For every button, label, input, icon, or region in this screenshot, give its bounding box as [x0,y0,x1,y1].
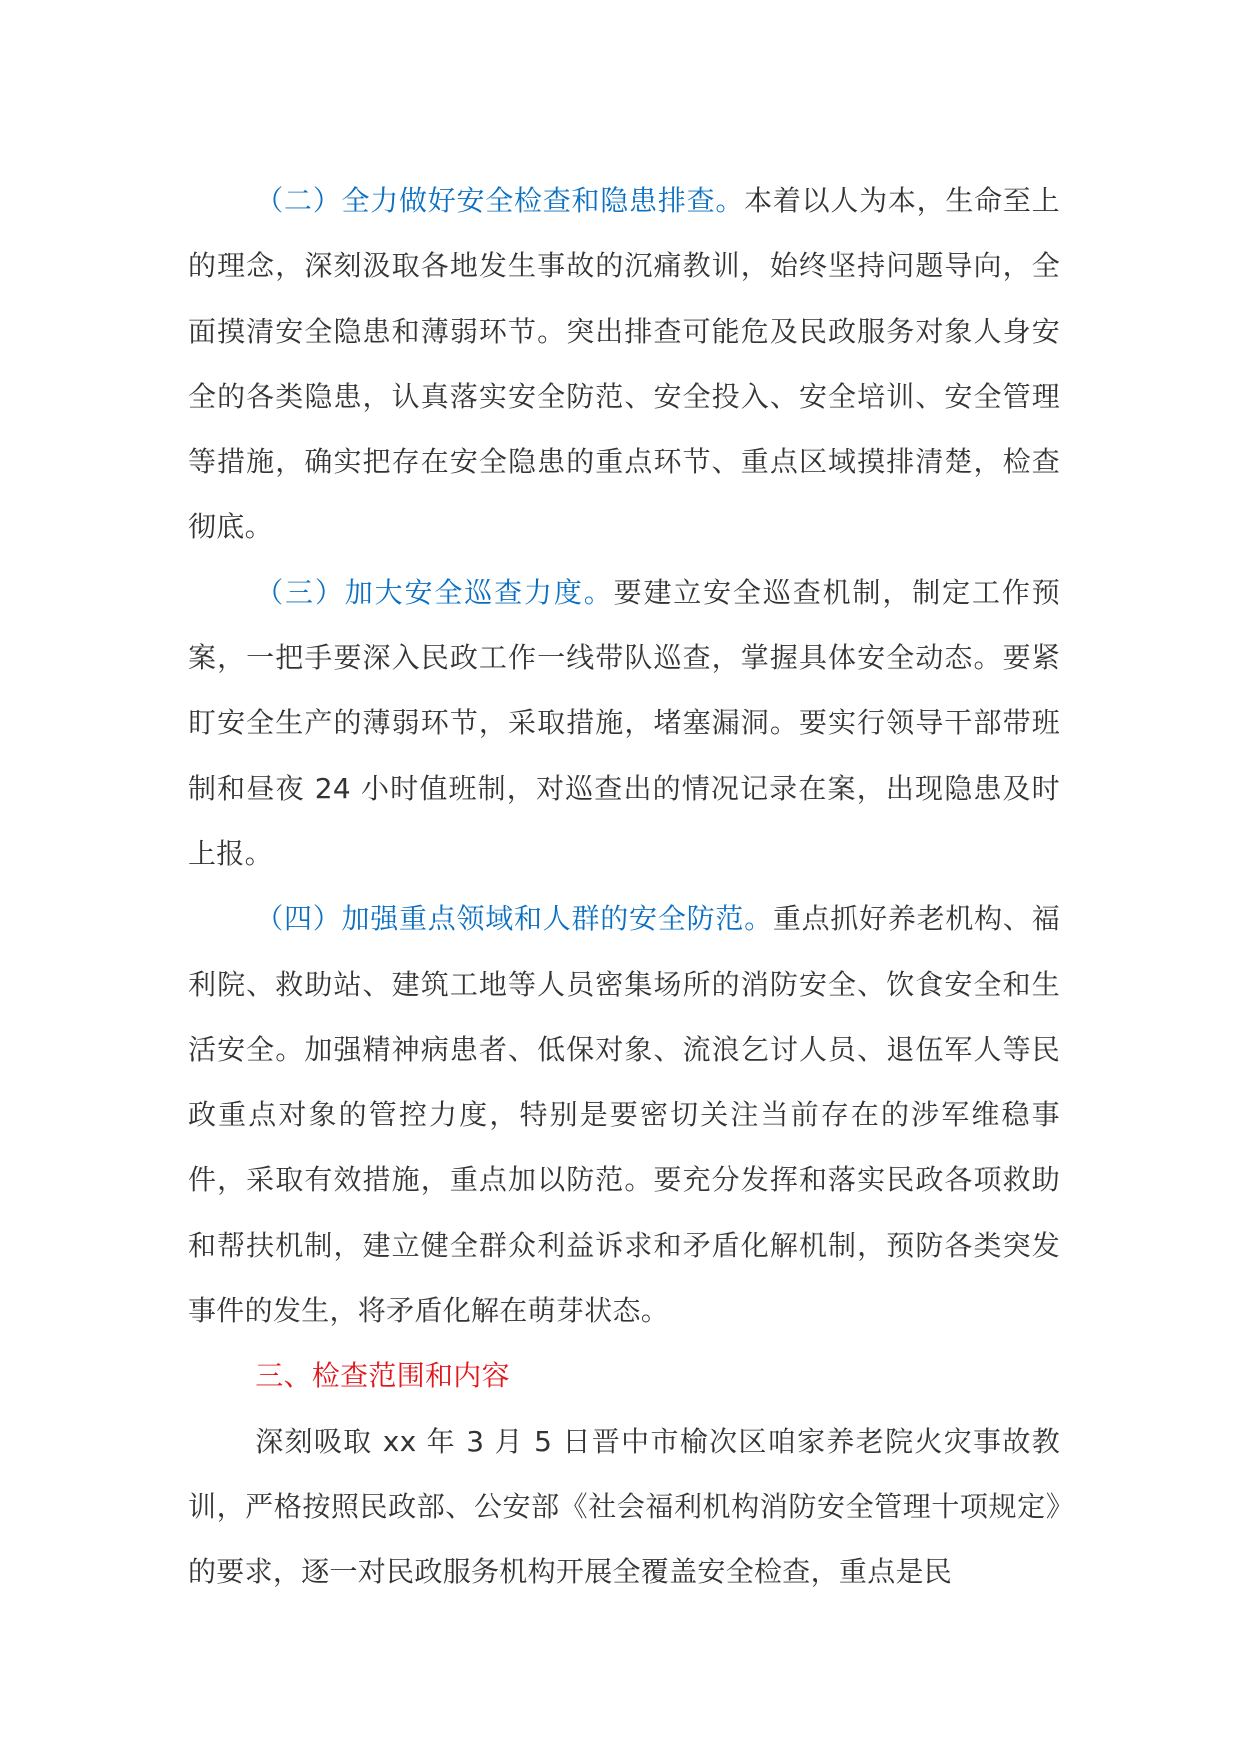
paragraph-inspection [188,168,1060,560]
paragraph-body: 重点抓好养老机构、福利院、救助站、建筑工地等人员密集场所的消防安全、饮食安全和生活安全。加强精神病患者、低保对象、流浪乞讨人员、退伍军人等民政重点对象的管控力度，特别是要密切关注当前存在的涉军维稳事件，采取有效措施，重点加以防范。要充分发挥和落实民政各项救助和帮扶机制，建立健全群众利益诉求和矛盾化解机制，预防各类突发事件的发生，将矛盾化解在萌芽状态。 [188,902,1060,1328]
paragraph-patrol [188,560,1060,886]
paragraph-body: 本着以人为本，生命至上的理念，深刻汲取各地发生事故的沉痛教训，始终坚持问题导向，全面摸清安全隐患和薄弱环节。突出排查可能危及民政服务对象人身安全的各类隐患，认真落实安全防范、安全投入、安全培训、安全管理等措施，确实把存在安全隐患的重点环节、重点区域摸排清楚，检查彻底。 [188,184,1060,544]
document-page [188,168,1060,1605]
section-body: 深刻吸取 xx 年 3 月 5 日晋中市榆次区咱家养老院火灾事故教训，严格按照民政部、公安部《社会福利机构消防安全管理十项规定》的要求，逐一对民政服务机构开展全覆盖安全检查，重点是民 [188,1424,1060,1589]
paragraph-heading: （二）全力做好安全检查和隐患排查。 [255,184,745,217]
section-title: 三、检查范围和内容 [255,1359,510,1393]
paragraph-heading: （四）加强重点领域和人群的安全防范。 [255,902,773,936]
paragraph-heading: （三）加大安全巡查力度。 [255,575,614,609]
paragraph-body: 要建立安全巡查机制，制定工作预案，一把手要深入民政工作一线带队巡查，掌握具体安全动态。要紧盯安全生产的薄弱环节，采取措施，堵塞漏洞。要实行领导干部带班制和昼夜 24 小时值班制，对巡查出的情况记录在案，出现隐患及时上报。 [188,575,1060,870]
paragraph-prevention [188,886,1060,1343]
